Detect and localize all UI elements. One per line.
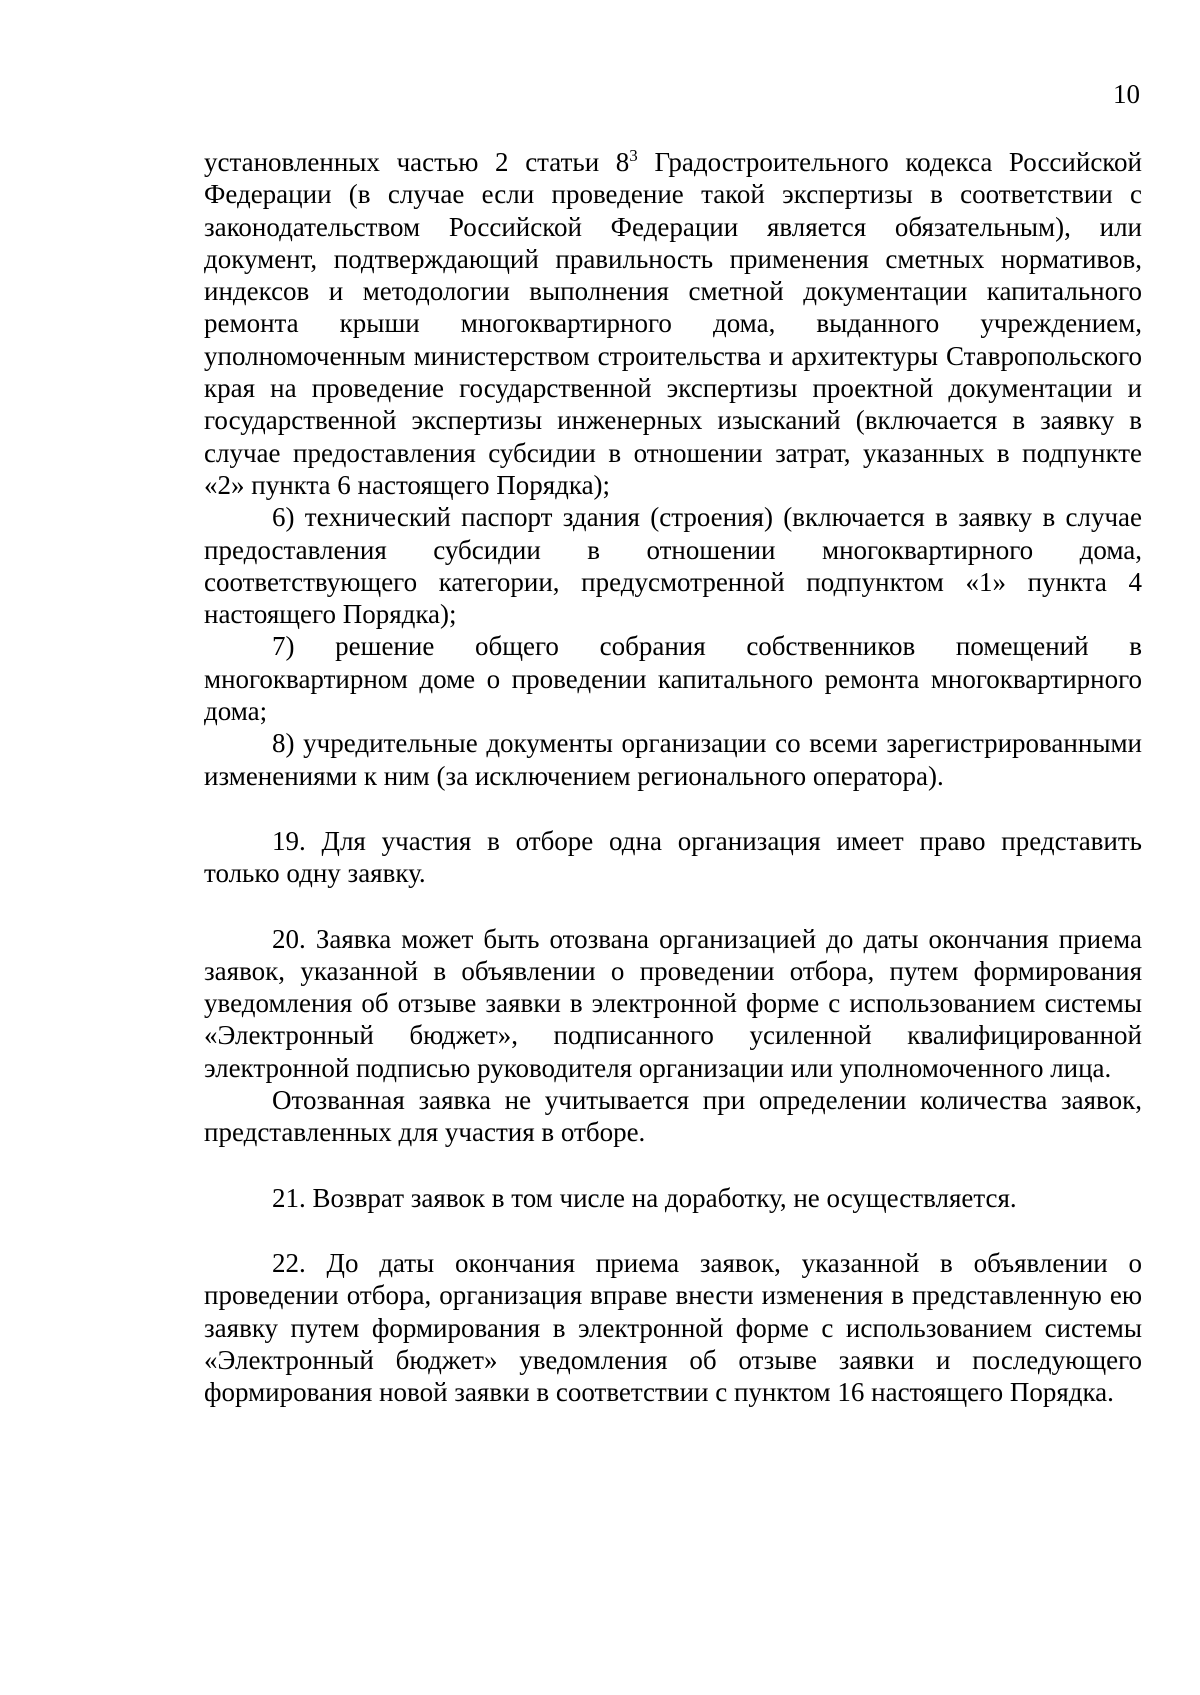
paragraph-text: Градостроительного кодекса Российской Федерации (в случае если проведение такой экспертизы в соответствии с законодательством Российской Федерации является обязательным), или документ, подтверждающий правильность применения сметных нормативов, индексов и методологии выполнения сметной документации капитального ремонта крыши многоквартирного дома, выданного учреждением, уполномоченным министерством строительства и архитектуры Ставропольского края на проведение государственной экспертизы проектной документации и государственной экспертизы инженерных изысканий (включается в заявку в случае предоставления субсидии в отношении затрат, указанных в подпункте «2» пункта 6 настоящего Порядка); [204,147,1142,500]
clause-19: 19. Для участия в отборе одна организация имеет право представить только одну заявку. [204,825,1142,889]
clause-20: 20. Заявка может быть отозвана организацией до даты окончания приема заявок, указанной в объявлении о проведении отбора, путем формирования уведомления об отзыве заявки в электронной форме с использованием системы «Электронный бюджет», подписанного усиленной квалифицированной электронной подписью руководителя организации или уполномоченного лица. [204,923,1142,1083]
list-item-8: 8) учредительные документы организации со всеми зарегистрированными изменениями к ним (за исключением регионального оператора). [204,728,1142,791]
list-item-6: 6) технический паспорт здания (строения) (включается в заявку в случае предоставления субсидии в отношении многоквартирного дома, соответствующего категории, предусмотренной подпунктом «1» пункта 4 настоящего Порядка); [204,502,1142,630]
document-body [204,146,1142,1408]
paragraph-text: установленных частью 2 статьи 8 [204,147,630,177]
clause-20-note: Отозванная заявка не учитывается при определении количества заявок, представленных для участия в отборе. [204,1085,1142,1148]
superscript: 3 [629,146,638,165]
page-number: 10 [1113,79,1140,109]
clause-22: 22. До даты окончания приема заявок, указанной в объявлении о проведении отбора, организация вправе внести изменения в представленную ею заявку путем формирования в электронной форме с использованием системы «Электронный бюджет» уведомления об отзыве заявки и последующего формирования новой заявки в соответствии с пунктом 16 настоящего Порядка. [204,1247,1142,1408]
paragraph-continuation [204,146,1142,501]
clause-21: 21. Возврат заявок в том числе на доработку, не осуществляется. [272,1182,1017,1213]
list-item-7: 7) решение общего собрания собственников помещений в многоквартирном доме о проведении капитального ремонта многоквартирного дома; [204,631,1142,727]
